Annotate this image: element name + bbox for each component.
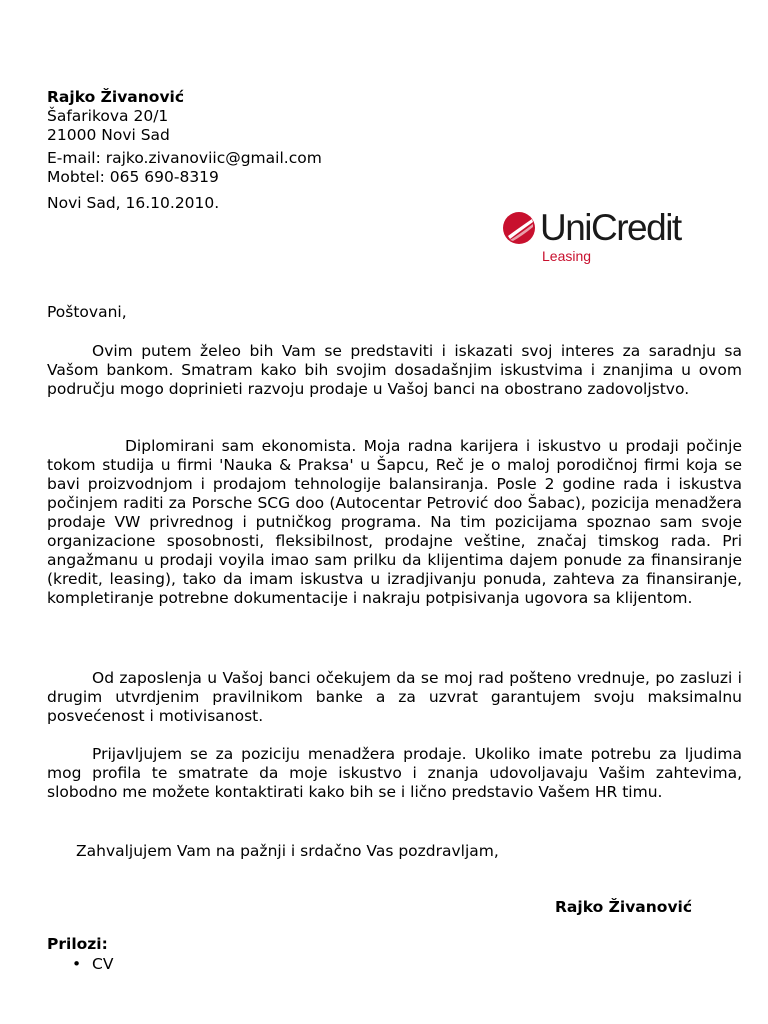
unicredit-logo (502, 208, 682, 268)
signature: Rajko Živanović (555, 898, 693, 916)
sender-street: Šafarikova 20/1 (47, 107, 169, 125)
list-item: • CV (72, 955, 113, 974)
body-paragraph-4: Prijavljujem se za poziciju menadžera prodaje. Ukoliko imate potrebu za ljudima mog profila te smatrate da moje iskustvo i znanja udovoljavaju Vašim zahtevima, slobodno me možete kontaktirati kako bih se i lično predstavio Vašem HR timu. (47, 745, 742, 801)
body-paragraph-1: Ovim putem želeo bih Vam se predstaviti i iskazati svoj interes za saradnju sa Vašom bankom. Smatram kako bih svojim dosadašnjim iskustvima i znanjima u ovom području mogo doprinieti razvoju prodaje u Vašoj banci na obostrano zadovoljstvo. (47, 342, 742, 398)
sender-name: Rajko Živanović (47, 88, 185, 106)
attachments-title: Prilozi: (47, 935, 108, 953)
attachments-list (72, 955, 113, 974)
closing-line: Zahvaljujem Vam na pažnji i srdačno Vas pozdravljam, (76, 842, 499, 860)
letter-date: Novi Sad, 16.10.2010. (47, 194, 220, 212)
sender-city: 21000 Novi Sad (47, 126, 170, 144)
unicredit-emblem-icon (502, 210, 536, 246)
logo-sub-text: Leasing (542, 248, 592, 264)
sender-email: E-mail: rajko.zivanoviic@gmail.com (47, 149, 322, 167)
greeting: Poštovani, (47, 303, 127, 321)
logo-brand-text: UniCredit (540, 207, 681, 248)
sender-phone: Mobtel: 065 690-8319 (47, 168, 219, 186)
body-paragraph-2: Diplomirani sam ekonomista. Moja radna karijera i iskustvo u prodaji počinje tokom studija u firmi 'Nauka & Praksa' u Šapcu, Reč je o maloj porodičnoj firmi koja se bavi proizvodnjom i prodajom tehnologije balansiranja. Posle 2 godine rada i iskustva počinjem raditi za Porsche SCG doo (Autocentar Petrović doo Šabac), pozicija menadžera prodaje VW privrednog i putničkog programa. Na tim pozicijama spoznao sam svoje organizacione sposobnosti, fleksibilnost, prodajne veštine, značaj timskog rada. Pri angažmanu u prodaji voyila imao sam prilku da klijentima dajem ponude za finansiranje (kredit, leasing), tako da imam iskustva u izradjivanju ponuda, zahteva za finansiranje, kompletiranje potrebne dokumentacije i nakraju potpisivanja ugovora sa klijentom. (47, 437, 742, 607)
body-paragraph-3: Od zaposlenja u Vašoj banci očekujem da se moj rad pošteno vrednuje, po zasluzi i drugim utvrdjenim pravilnikom banke a za uzvrat garantujem svoju maksimalnu posvećenost i motivisanost. (47, 669, 742, 725)
sender-block (47, 88, 322, 187)
